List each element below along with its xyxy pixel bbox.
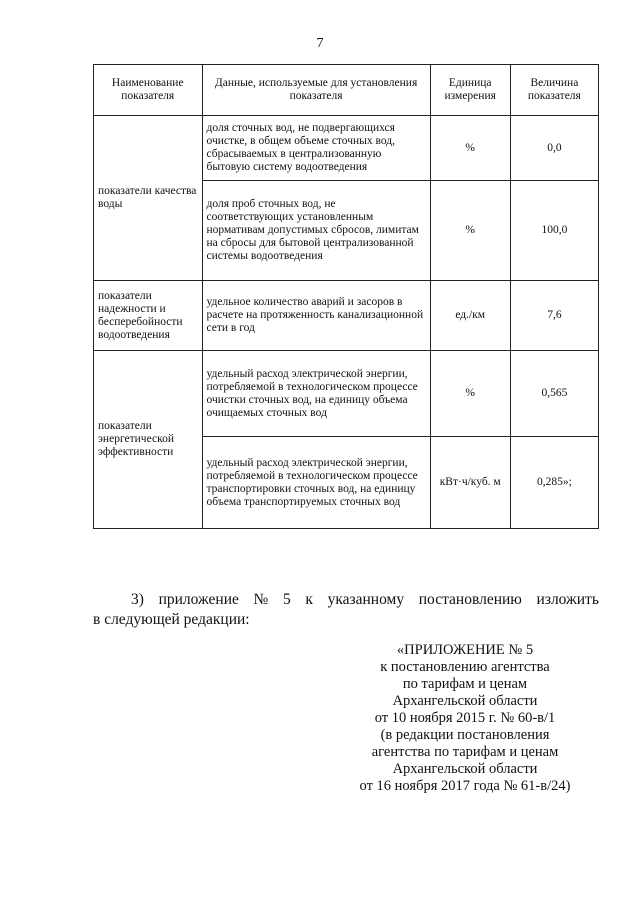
row-unit: кВт·ч/куб. м: [430, 437, 510, 529]
appendix-line: агентства по тарифам и ценам: [371, 744, 559, 760]
paragraph-word: №: [253, 591, 269, 608]
paragraph-word: к: [305, 591, 313, 608]
row-data: удельный расход электрической энергии, потребляемой в технологическом процессе очистки сточных вод, на единицу объема очищаемых сточных вод: [202, 351, 430, 437]
paragraph-word: 5: [282, 591, 291, 608]
row-data: удельное количество аварий и засоров в расчете на протяженность канализационной сети в год: [202, 281, 430, 351]
appendix-line: к постановлению агентства: [380, 659, 550, 675]
row-data: удельный расход электрической энергии, потребляемой в технологическом процессе транспортировки сточных вод, на единицу объема транспортируемых сточных вод: [202, 437, 430, 529]
appendix-heading: [330, 642, 600, 795]
header-data: Данные, используемые для установления показателя: [202, 65, 430, 116]
appendix-line: Архангельской области: [392, 693, 538, 709]
group-name-energy-efficiency: показатели энергетической эффективности: [94, 351, 203, 529]
row-value: 0,0: [510, 116, 598, 181]
table-header-row: [94, 65, 599, 116]
group-name-reliability: показатели надежности и бесперебойности водоотведения: [94, 281, 203, 351]
body-paragraph: [93, 590, 599, 630]
table-row: [94, 281, 599, 351]
header-value: Величина показателя: [510, 65, 598, 116]
paragraph-word: приложение: [158, 591, 239, 608]
paragraph-word: 3): [131, 591, 144, 608]
row-unit: %: [430, 181, 510, 281]
row-value: 7,6: [510, 281, 598, 351]
paragraph-word: изложить: [536, 591, 599, 608]
row-unit: %: [430, 351, 510, 437]
header-name: Наименование показателя: [94, 65, 203, 116]
row-value: 0,285»;: [510, 437, 598, 529]
page-number: 7: [316, 36, 324, 51]
paragraph-word: указанному: [327, 591, 405, 608]
group-name-water-quality: показатели качества воды: [94, 116, 203, 281]
row-value: 100,0: [510, 181, 598, 281]
appendix-line: по тарифам и ценам: [402, 676, 528, 692]
row-data: доля сточных вод, не подвергающихся очистке, в общем объеме сточных вод, сбрасываемых в централизованную бытовую систему водоотведения: [202, 116, 430, 181]
paragraph-word: постановлению: [418, 591, 522, 608]
table-row: [94, 116, 599, 181]
appendix-line: (в редакции постановления: [380, 727, 550, 743]
appendix-line: «ПРИЛОЖЕНИЕ № 5: [396, 642, 534, 658]
row-value: 0,565: [510, 351, 598, 437]
header-unit: Единица измерения: [430, 65, 510, 116]
appendix-line: Архангельской области: [392, 761, 538, 777]
indicators-table: [93, 64, 599, 529]
row-unit: %: [430, 116, 510, 181]
paragraph-line-2: в следующей редакции:: [93, 611, 250, 628]
appendix-line: от 10 ноября 2015 г. № 60-в/1: [374, 710, 556, 726]
row-data: доля проб сточных вод, не соответствующих установленным нормативам допустимых сбросов, лимитам на сбросы для бытовой централизованной системы водоотведения: [202, 181, 430, 281]
row-unit: ед./км: [430, 281, 510, 351]
appendix-line: от 16 ноября 2017 года № 61-в/24): [359, 778, 571, 794]
paragraph-line-1: [93, 590, 599, 610]
table-row: [94, 351, 599, 437]
